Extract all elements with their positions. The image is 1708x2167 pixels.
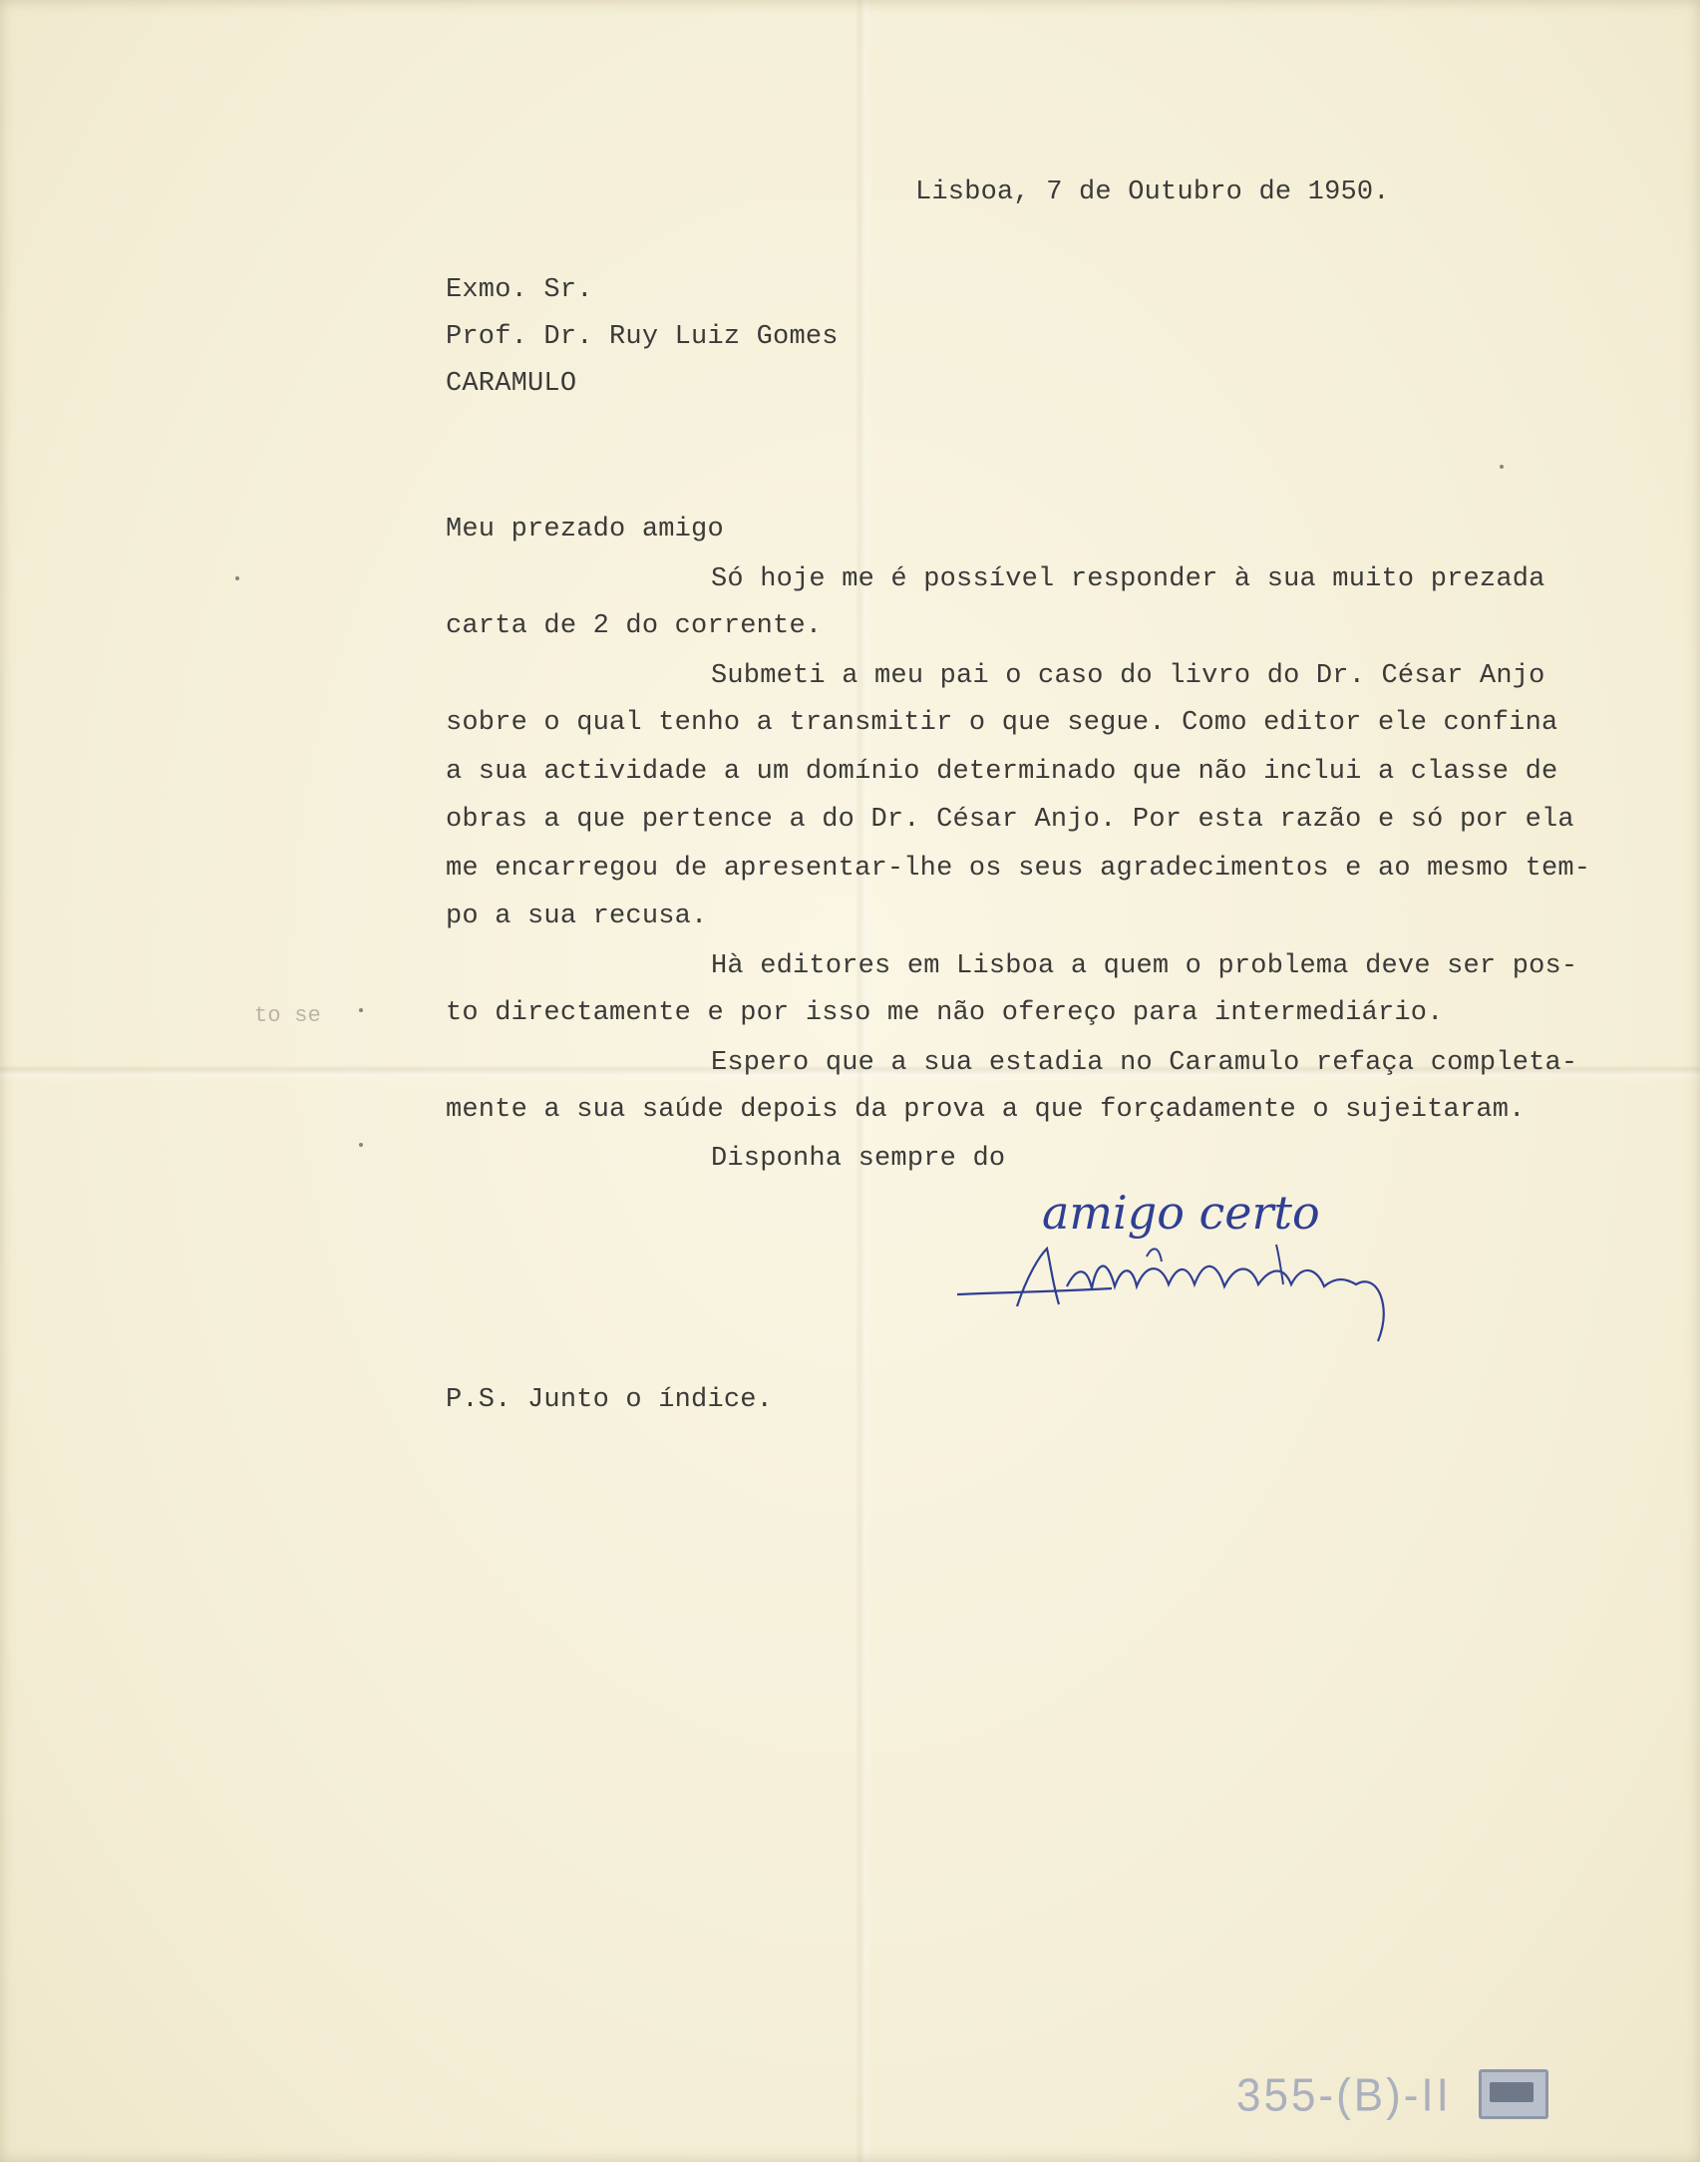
body-line: sobre o qual tenho a transmitir o que segue. Como editor ele confina [446,708,1558,738]
paper-speck [359,1143,363,1147]
archive-reference: 355-(B)-II [1236,2069,1452,2122]
body-line: Só hoje me é possível responder à sua muito prezada [711,564,1545,594]
body-line: a sua actividade a um domínio determinado que não inclui a classe de [446,757,1558,787]
recipient-name: Prof. Dr. Ruy Luiz Gomes [446,322,839,352]
handwritten-signature [947,1167,1466,1356]
body-line: Disponha sempre do [711,1144,1006,1174]
body-line: to directamente e por isso me não ofereço para intermediário. [446,998,1444,1028]
paper-speck [359,1008,363,1012]
paper-speck [1500,465,1504,469]
body-line: Submeti a meu pai o caso do livro do Dr. César Anjo [711,661,1545,691]
body-line: obras a que pertence a do Dr. César Anjo. Por esta razão e só por ela [446,805,1574,835]
body-line: Espero que a sua estadia no Caramulo refaça completa- [711,1048,1578,1078]
archive-stamp [1479,2069,1548,2119]
paper-speck [235,576,239,580]
body-line: carta de 2 do corrente. [446,611,823,641]
body-line: mente a sua saúde depois da prova a que forçadamente o sujeitaram. [446,1095,1526,1125]
recipient-location: CARAMULO [446,369,577,399]
closing-handwritten: amigo certo [1042,1186,1320,1240]
body-line: me encarregou de apresentar-lhe os seus agradecimentos e ao mesmo tem- [446,854,1591,884]
body-line: po a sua recusa. [446,902,708,931]
postscript: P.S. Junto o índice. [446,1385,774,1415]
bleed-through-text: to se [254,1003,322,1028]
dateline: Lisboa, 7 de Outubro de 1950. [915,178,1390,207]
greeting: Meu prezado amigo [446,515,724,544]
recipient-title: Exmo. Sr. [446,275,593,305]
body-line: Hà editores em Lisboa a quem o problema deve ser pos- [711,951,1578,981]
